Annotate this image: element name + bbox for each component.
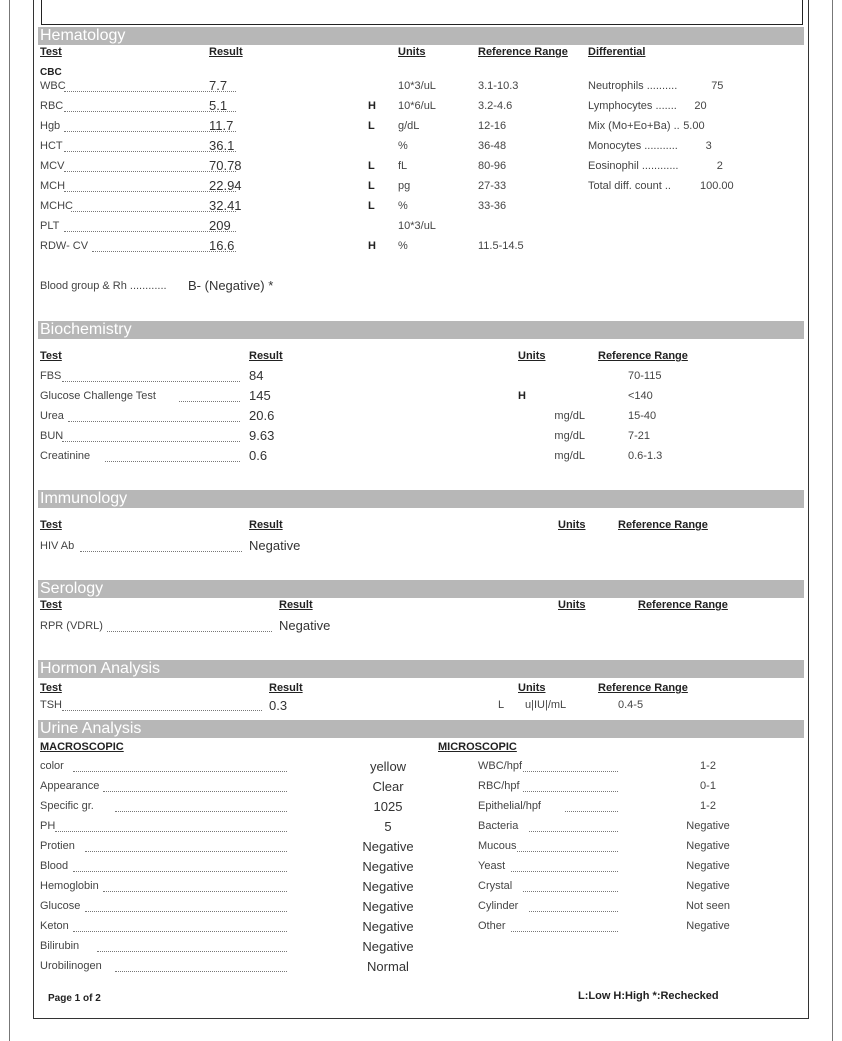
hema-result: 16.6 <box>209 238 235 253</box>
hema-test-name: RDW- CV <box>40 240 89 252</box>
leader-dots <box>107 631 272 632</box>
leader-dots <box>523 891 618 892</box>
bio-units: mg/dL <box>554 430 585 442</box>
urine-micro-label: Cylinder <box>478 900 519 912</box>
patient-header-box <box>41 0 803 25</box>
bio-flag: H <box>518 390 526 402</box>
differential-value: 100.00 <box>700 180 734 192</box>
hema-header-differential: Differential <box>588 46 646 58</box>
hema-result: 209 <box>209 218 231 233</box>
bio-test-name: BUN <box>40 430 64 442</box>
bio-header-test: Test <box>40 350 62 362</box>
hormone-header-ref: Reference Range <box>598 682 688 694</box>
urine-macro-value: Negative <box>362 839 414 854</box>
viewer-left-border <box>9 0 10 1041</box>
hormone-header-result: Result <box>269 682 303 694</box>
bio-header-ref: Reference Range <box>598 350 688 362</box>
urine-macro-label: Specific gr. <box>40 800 94 812</box>
immuno-header-ref: Reference Range <box>618 519 708 531</box>
immuno-header-test: Test <box>40 519 62 531</box>
bio-result: 0.6 <box>249 448 268 463</box>
urine-macro-label: Protien <box>40 840 75 852</box>
hormone-header-units: Units <box>518 682 546 694</box>
urine-micro-label: Other <box>478 920 506 932</box>
hema-units: % <box>398 200 408 212</box>
urine-macro-value: Negative <box>362 859 414 874</box>
hormone-flag: L <box>498 699 505 711</box>
differential-label: Monocytes ........... <box>588 140 678 152</box>
leader-dots <box>55 831 287 832</box>
urine-macro-value: Negative <box>362 939 414 954</box>
hema-units: fL <box>398 160 408 172</box>
leader-dots <box>103 891 287 892</box>
urine-micro-label: WBC/hpf <box>478 760 523 772</box>
bio-result: 145 <box>249 388 271 403</box>
urine-macro-header: MACROSCOPIC <box>40 741 124 753</box>
differential-label: Mix (Mo+Eo+Ba) .. <box>588 120 680 132</box>
leader-dots <box>115 971 287 972</box>
hema-units: 10*3/uL <box>398 220 436 232</box>
blood-group-value: B- (Negative) * <box>188 278 274 293</box>
hema-test-name: MCV <box>40 160 65 172</box>
urine-macro-value: Clear <box>372 779 404 794</box>
hema-test-name: HCT <box>40 140 63 152</box>
urine-micro-label: Epithelial/hpf <box>478 800 541 812</box>
hema-test-name: WBC <box>40 80 66 92</box>
hema-units: g/dL <box>398 120 420 132</box>
hema-test-name: MCHC <box>40 200 73 212</box>
hormone-units: u|IU|/mL <box>525 699 567 711</box>
urine-micro-value: Negative <box>686 820 730 832</box>
differential-label: Lymphocytes ....... <box>588 100 677 112</box>
hema-units: 10*6/uL <box>398 100 436 112</box>
urine-macro-label: Blood <box>40 860 69 872</box>
leader-dots <box>73 771 287 772</box>
hema-units: 10*3/uL <box>398 80 436 92</box>
urine-micro-label: Yeast <box>478 860 506 872</box>
differential-value: 5.00 <box>683 120 705 132</box>
bio-units: mg/dL <box>554 410 585 422</box>
bio-test-name: Urea <box>40 410 64 422</box>
differential-value: 3 <box>705 140 712 152</box>
urine-macro-value: Normal <box>367 959 409 974</box>
hema-flag: L <box>368 180 375 192</box>
urine-micro-value: Negative <box>686 920 730 932</box>
differential-value: 20 <box>694 100 707 112</box>
bio-ref: 15-40 <box>628 410 657 422</box>
hema-flag: L <box>368 200 375 212</box>
leader-dots <box>529 831 618 832</box>
bio-result: 84 <box>249 368 264 383</box>
differential-label: Eosinophil ............ <box>588 160 679 172</box>
leader-dots <box>529 911 618 912</box>
leader-dots <box>62 710 262 711</box>
hema-test-name: RBC <box>40 100 64 112</box>
leader-dots <box>73 931 287 932</box>
leader-dots <box>62 381 240 382</box>
urine-macro-label: Hemoglobin <box>40 880 99 892</box>
leader-dots <box>523 791 618 792</box>
urine-macro-label: PH <box>40 820 56 832</box>
urine-macro-label: Bilirubin <box>40 940 80 952</box>
hema-units: % <box>398 240 408 252</box>
leader-dots <box>115 811 287 812</box>
urine-macro-value: 5 <box>384 819 392 834</box>
hema-units: % <box>398 140 408 152</box>
hema-ref: 80-96 <box>478 160 507 172</box>
immuno-result: Negative <box>249 538 301 553</box>
leader-dots <box>103 791 287 792</box>
bio-header-result: Result <box>249 350 283 362</box>
urine-macro-value: Negative <box>362 899 414 914</box>
bio-test-name: Glucose Challenge Test <box>40 390 156 402</box>
urine-micro-label: RBC/hpf <box>478 780 520 792</box>
hema-ref: 11.5-14.5 <box>478 240 524 252</box>
hema-flag: H <box>368 100 376 112</box>
bio-units: mg/dL <box>554 450 585 462</box>
hema-ref: 3.2-4.6 <box>478 100 513 112</box>
leader-dots <box>85 911 287 912</box>
sero-header-test: Test <box>40 599 62 611</box>
urine-macro-value: Negative <box>362 919 414 934</box>
hema-result: 5.1 <box>209 98 228 113</box>
hema-units: pg <box>398 180 411 192</box>
blood-group-label: Blood group & Rh ............ <box>40 280 167 292</box>
leader-dots <box>80 551 242 552</box>
urine-macro-label: Appearance <box>40 780 100 792</box>
hema-flag: L <box>368 120 375 132</box>
hema-ref: 36-48 <box>478 140 507 152</box>
urine-micro-value: Negative <box>686 860 730 872</box>
urine-macro-label: Glucose <box>40 900 81 912</box>
leader-dots <box>517 851 618 852</box>
differential-value: 2 <box>716 160 723 172</box>
urine-micro-value: 1-2 <box>700 800 716 812</box>
section-hematology: Hematology <box>38 27 804 45</box>
urine-macro-value: yellow <box>369 759 407 774</box>
bio-ref: 70-115 <box>628 370 662 382</box>
bio-ref: 0.6-1.3 <box>628 450 663 462</box>
hema-test-name: MCH <box>40 180 66 192</box>
hormone-ref: 0.4-5 <box>618 699 644 711</box>
sero-test-name: RPR (VDRL) <box>40 620 103 632</box>
urine-micro-label: Crystal <box>478 880 513 892</box>
leader-dots <box>73 871 287 872</box>
hema-test-name: Hgb <box>40 120 61 132</box>
bio-ref: <140 <box>628 390 653 402</box>
leader-dots <box>179 401 240 402</box>
immuno-header-units: Units <box>558 519 586 531</box>
sero-header-ref: Reference Range <box>638 599 728 611</box>
hema-result: 7.7 <box>209 78 228 93</box>
hema-result: 70.78 <box>209 158 242 173</box>
urine-micro-value: Negative <box>686 880 730 892</box>
sero-result: Negative <box>279 618 331 633</box>
hema-ref: 33-36 <box>478 200 507 212</box>
leader-dots <box>565 811 618 812</box>
sero-header-units: Units <box>558 599 586 611</box>
immuno-test-name: HIV Ab <box>40 540 75 552</box>
hema-ref: 12-16 <box>478 120 507 132</box>
hema-header-test: Test <box>40 46 62 58</box>
hema-flag: H <box>368 240 376 252</box>
urine-micro-header: MICROSCOPIC <box>438 741 517 753</box>
bio-header-units: Units <box>518 350 546 362</box>
cbc-label: CBC <box>40 67 62 78</box>
hema-ref: 27-33 <box>478 180 507 192</box>
hema-result: 36.1 <box>209 138 235 153</box>
leader-dots <box>68 421 240 422</box>
flag-legend: L:Low H:High *:Rechecked <box>578 990 719 1002</box>
hormone-result: 0.3 <box>269 698 288 713</box>
section-serology: Serology <box>38 580 804 598</box>
differential-label: Total diff. count .. <box>588 180 671 192</box>
urine-macro-label: Urobilinogen <box>40 960 102 972</box>
bio-test-name: FBS <box>40 370 62 382</box>
hema-ref: 3.1-10.3 <box>478 80 519 92</box>
section-biochemistry: Biochemistry <box>38 321 804 339</box>
hormone-test-name: TSH <box>40 699 62 711</box>
hema-header-result: Result <box>209 46 243 58</box>
hormone-header-test: Test <box>40 682 62 694</box>
leader-dots <box>85 851 287 852</box>
section-immunology: Immunology <box>38 490 804 508</box>
leader-dots <box>511 931 618 932</box>
urine-macro-value: 1025 <box>373 799 403 814</box>
differential-label: Neutrophils .......... <box>588 80 678 92</box>
bio-ref: 7-21 <box>628 430 651 442</box>
hema-test-name: PLT <box>40 220 60 232</box>
urine-macro-value: Negative <box>362 879 414 894</box>
urine-micro-value: Not seen <box>685 900 731 912</box>
urine-macro-label: color <box>40 760 64 772</box>
urine-micro-value: Negative <box>686 840 730 852</box>
leader-dots <box>511 871 618 872</box>
differential-value: 75 <box>711 80 724 92</box>
immuno-header-result: Result <box>249 519 283 531</box>
urine-macro-label: Keton <box>40 920 69 932</box>
bio-result: 20.6 <box>249 408 275 423</box>
page-number: Page 1 of 2 <box>48 993 101 1004</box>
hema-flag: L <box>368 160 375 172</box>
leader-dots <box>62 441 240 442</box>
bio-test-name: Creatinine <box>40 450 91 462</box>
urine-micro-value: 1-2 <box>700 760 716 772</box>
section-hormone-analysis: Hormon Analysis <box>38 660 804 678</box>
urine-micro-label: Mucous <box>478 840 517 852</box>
leader-dots <box>523 771 618 772</box>
hema-header-ref: Reference Range <box>478 46 568 58</box>
urine-micro-value: 0-1 <box>700 780 716 792</box>
leader-dots <box>105 461 240 462</box>
viewer-right-border <box>832 0 833 1041</box>
section-urine-analysis: Urine Analysis <box>38 720 804 738</box>
hema-result: 22.94 <box>209 178 242 193</box>
sero-header-result: Result <box>279 599 313 611</box>
leader-dots <box>97 951 287 952</box>
hema-result: 32.41 <box>209 198 242 213</box>
hema-result: 11.7 <box>209 118 234 133</box>
hema-header-units: Units <box>398 46 426 58</box>
urine-micro-label: Bacteria <box>478 820 519 832</box>
bio-result: 9.63 <box>249 428 275 443</box>
